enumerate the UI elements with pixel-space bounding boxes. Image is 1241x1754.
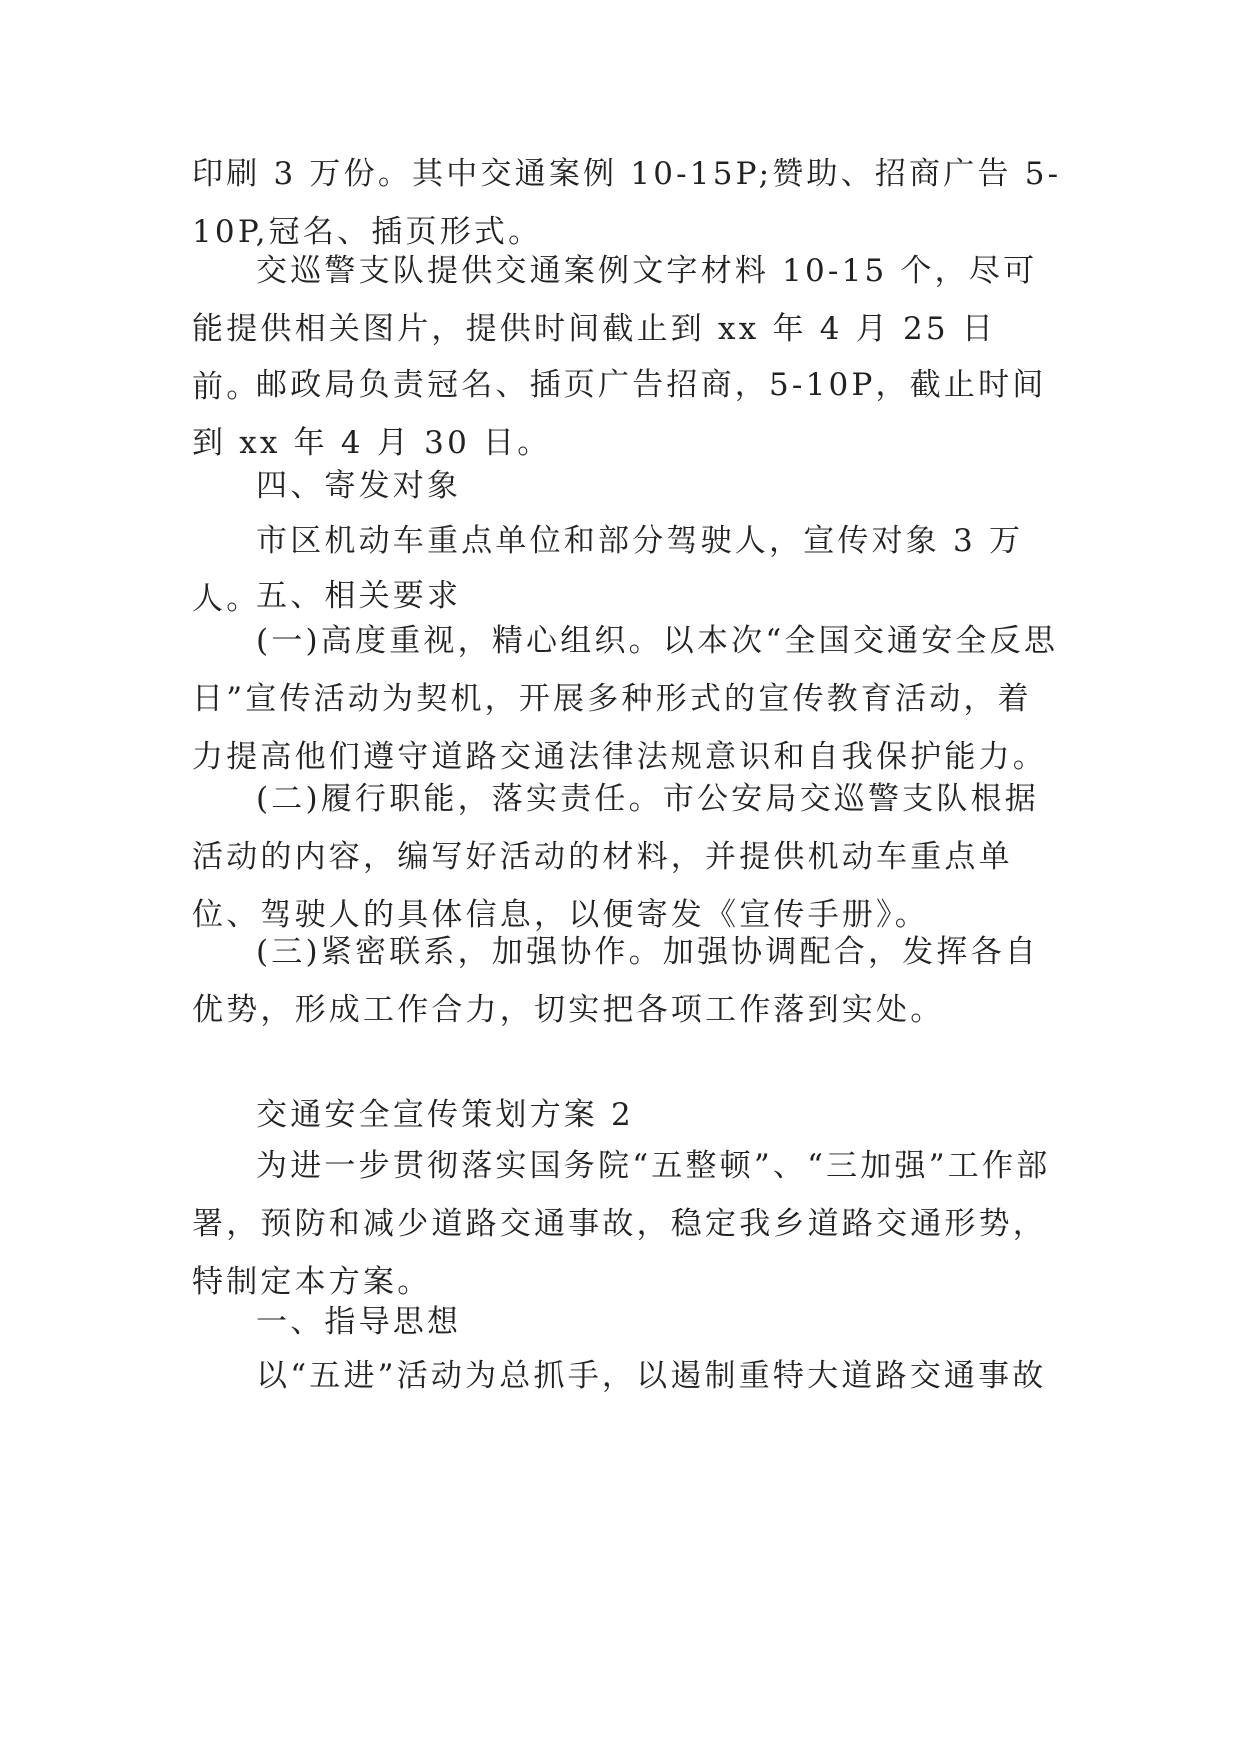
heading-mailing-targets: 四、寄发对象 [256, 468, 462, 504]
paragraph-print-run: 印刷 3 万份。其中交通案例 10-15P;赞助、招商广告 5-10P,冠名、插页形式。 [192, 156, 1062, 250]
section-title-plan-2: 交通安全宣传策划方案 2 [256, 1097, 634, 1133]
paragraph-mailing-targets: 市区机动车重点单位和部分驾驶人，宣传对象 3 万人。 [192, 523, 1024, 617]
paragraph-requirement-2: (二)履行职能，落实责任。市公安局交巡警支队根据活动的内容，编写好活动的材料，并提供机动车重点单位、驾驶人的具体信息，以便寄发《宣传手册》。 [192, 781, 1039, 933]
paragraph-requirement-1: (一)高度重视，精心组织。以本次“全国交通安全反思日”宣传活动为契机，开展多种形式的宣传教育活动，着力提高他们遵守道路交通法律法规意识和自我保护能力。 [192, 623, 1059, 775]
paragraph-guiding-thought: 以“五进”活动为总抓手，以遏制重特大道路交通事故 [256, 1358, 1047, 1394]
paragraph-post-office: 邮政局负责冠名、插页广告招商，5-10P，截止时间到 xx 年 4 月 30 日。 [192, 367, 1047, 461]
paragraph-plan-intro: 为进一步贯彻落实国务院“五整顿”、“三加强”工作部署，预防和减少道路交通事故，稳定我乡道路交通形势，特制定本方案。 [192, 1148, 1051, 1300]
paragraph-requirement-3: (三)紧密联系，加强协作。加强协调配合，发挥各自优势，形成工作合力，切实把各项工作落到实处。 [192, 934, 1039, 1028]
paragraph-case-materials: 交巡警支队提供交通案例文字材料 10-15 个，尽可能提供相关图片，提供时间截止到 xx 年 4 月 25 日前。 [192, 253, 1038, 405]
heading-guiding-thought: 一、指导思想 [256, 1304, 462, 1340]
heading-requirements: 五、相关要求 [256, 578, 462, 614]
